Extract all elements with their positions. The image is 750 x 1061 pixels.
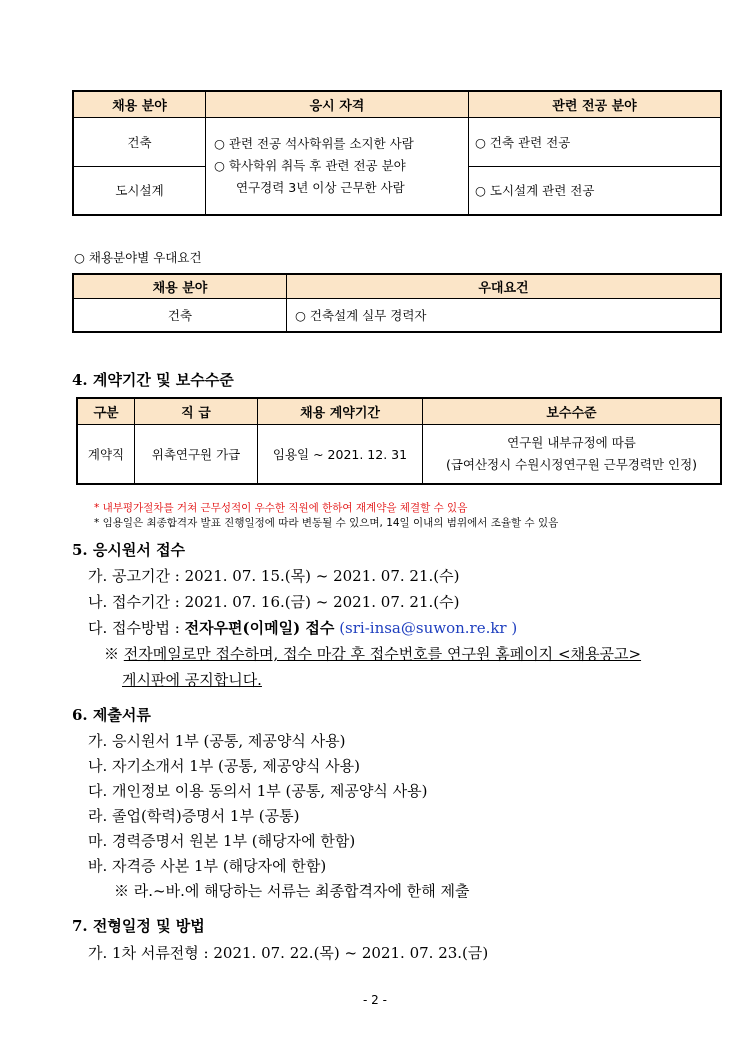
- document-item: 바. 자격증 사본 1부 (해당자에 한함): [88, 857, 327, 875]
- document-item: 마. 경력증명서 원본 1부 (해당자에 한함): [88, 832, 356, 850]
- header-qualification: 응시 자격: [206, 91, 469, 117]
- header-condition: 우대요건: [287, 274, 722, 298]
- document-item: 나. 자기소개서 1부 (공통, 제공양식 사용): [88, 757, 360, 775]
- notice-line-1: [104, 643, 641, 664]
- preference-title: ○ 채용분야별 우대요건: [74, 250, 202, 265]
- document-item: 가. 응시원서 1부 (공통, 제공양식 사용): [88, 732, 346, 750]
- receipt-method: [88, 617, 517, 638]
- contract-table: [76, 397, 722, 485]
- screening-item: 가. 1차 서류전형 : 2021. 07. 22.(목) ~ 2021. 07. 23.(금): [88, 944, 489, 962]
- type-cell: 계약직: [77, 424, 135, 484]
- notice-mark: ※: [104, 645, 120, 663]
- document-item: 다. 개인정보 이용 동의서 1부 (공통, 제공양식 사용): [88, 782, 428, 800]
- header-field: 채용 분야: [73, 274, 287, 298]
- qualification-cell: [206, 117, 469, 215]
- qualification-line: ○ 관련 전공 석사학위를 소지한 사람: [214, 135, 414, 151]
- preference-table: [72, 273, 722, 333]
- field-cell: 도시설계: [73, 166, 206, 215]
- section-7-title: 7. 전형일정 및 방법: [72, 917, 205, 935]
- qualification-line: 연구경력 3년 이상 근무한 사람: [236, 179, 405, 195]
- receipt-period: 나. 접수기간 : 2021. 07. 16.(금) ~ 2021. 07. 21.(수): [88, 593, 460, 611]
- notice-text-2: 게시판에 공지합니다.: [122, 671, 262, 689]
- method-bold: 전자우편(이메일) 접수: [184, 619, 335, 637]
- major-cell: ○ 도시설계 관련 전공: [469, 166, 722, 215]
- note-appointment-date: * 임용일은 최종합격자 발표 진행일정에 따라 변동될 수 있으며, 14일 이내의 범위에서 조율할 수 있음: [94, 517, 559, 529]
- documents-note: ※ 라.~바.에 해당하는 서류는 최종합격자에 한해 제출: [114, 882, 470, 900]
- pay-line: 연구원 내부규정에 따름: [507, 434, 636, 450]
- method-prefix: 다. 접수방법 :: [88, 619, 185, 637]
- email-link[interactable]: (sri-insa@suwon.re.kr ): [339, 619, 518, 637]
- page-number: - 2 -: [363, 993, 387, 1007]
- major-cell: ○ 건축 관련 전공: [469, 117, 722, 166]
- field-cell: 건축: [73, 298, 287, 332]
- qualification-line: ○ 학사학위 취득 후 관련 전공 분야: [214, 157, 406, 173]
- section-5-title: 5. 응시원서 접수: [72, 541, 186, 559]
- header-pay: 보수수준: [423, 398, 722, 424]
- notice-text-1: 전자메일로만 접수하며, 접수 마감 후 접수번호를 연구원 홈페이지 <채용공고>: [123, 645, 642, 663]
- document-item: 라. 졸업(학력)증명서 1부 (공통): [88, 807, 300, 825]
- pay-line: (급여산정시 수원시정연구원 근무경력만 인정): [445, 456, 698, 472]
- grade-cell: 위촉연구원 가급: [135, 424, 258, 484]
- pay-cell: [423, 424, 722, 484]
- header-period: 채용 계약기간: [258, 398, 423, 424]
- header-type: 구분: [77, 398, 135, 424]
- header-grade: 직 급: [135, 398, 258, 424]
- announce-period: 가. 공고기간 : 2021. 07. 15.(목) ~ 2021. 07. 21.(수): [88, 567, 460, 585]
- field-cell: 건축: [73, 117, 206, 166]
- note-reappointment: * 내부평가절차를 거쳐 근무성적이 우수한 직원에 한하여 재계약을 체결할 수 있음: [94, 502, 468, 514]
- section-6-title: 6. 제출서류: [72, 706, 151, 724]
- section-4-title: 4. 계약기간 및 보수수준: [72, 371, 234, 389]
- condition-cell: ○ 건축설계 실무 경력자: [287, 298, 722, 332]
- period-cell: 임용일 ~ 2021. 12. 31: [258, 424, 423, 484]
- qualification-table: [72, 90, 722, 216]
- header-field: 채용 분야: [73, 91, 206, 117]
- header-major: 관련 전공 분야: [469, 91, 722, 117]
